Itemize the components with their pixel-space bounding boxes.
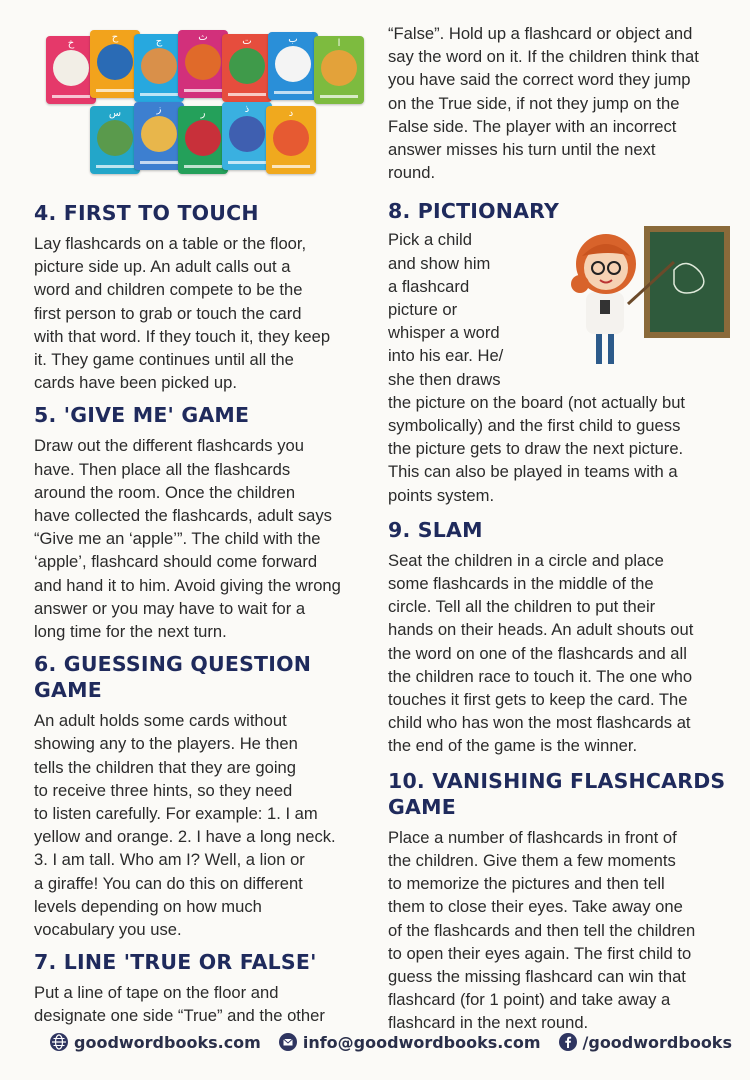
text-line: the picture gets to draw the next picture. — [388, 439, 684, 459]
flashcard-letter: ا — [337, 38, 341, 49]
flashcard-label — [320, 95, 358, 98]
flashcard-picture — [53, 50, 89, 86]
text-line: a flashcard — [388, 276, 470, 296]
footer-facebook[interactable] — [559, 1033, 732, 1052]
flashcard — [134, 102, 184, 170]
text-line: say the word on it. If the children think that — [388, 47, 699, 67]
text-line: the picture on the board (not actually but — [388, 392, 686, 412]
vanishing-text — [388, 826, 726, 1035]
text-line: hands on their heads. An adult shouts out — [388, 620, 694, 640]
footer-website[interactable] — [50, 1033, 261, 1052]
flashcard-picture — [321, 50, 357, 86]
globe-icon — [50, 1033, 68, 1051]
text-line: symbolically) and the first child to guess — [388, 416, 681, 436]
flashcard-letter: ذ — [244, 104, 250, 115]
text-line: Put a line of tape on the floor and — [34, 983, 279, 1003]
text-line: on the True side, if not they jump on the — [388, 93, 680, 113]
flashcard-letter: خ — [67, 38, 75, 49]
footer-email[interactable] — [279, 1033, 541, 1052]
flashcard — [90, 30, 140, 98]
pictionary-text — [388, 391, 726, 507]
text-line: 3. I am tall. Who am I? Well, a lion or — [34, 850, 305, 870]
text-line: some flashcards in the middle of the — [388, 574, 654, 594]
text-line: tells the children that they are going — [34, 757, 296, 777]
facebook-icon — [559, 1033, 577, 1051]
text-line: vocabulary you use. — [34, 920, 182, 940]
text-line: around the room. Once the children — [34, 482, 296, 502]
flashcard-label — [272, 165, 310, 168]
flashcard — [90, 106, 140, 174]
text-line: into his ear. He/ — [388, 346, 504, 366]
flashcard-label — [228, 161, 266, 164]
left-sections — [34, 200, 374, 1028]
text-line: flashcard in the next round. — [388, 1013, 589, 1033]
text-line: the end of the game is the winner. — [388, 736, 638, 756]
section-body — [34, 232, 374, 394]
text-line: the children. Give them a few moments — [388, 850, 676, 870]
text-line: the children race to touch it. The one who — [388, 666, 693, 686]
text-line: have. Then place all the flashcards — [34, 459, 291, 479]
text-line: and show him — [388, 253, 491, 273]
flashcard-picture — [185, 44, 221, 80]
text-line: touches it first gets to keep the card. The — [388, 690, 688, 710]
section-heading: 4. FIRST TO TOUCH — [34, 201, 259, 225]
section-heading: 7. LINE 'TRUE OR FALSE' — [34, 950, 317, 975]
text-line: she then draws — [388, 369, 501, 389]
flashcard-label — [96, 89, 134, 92]
text-line: circle. Tell all the children to put their — [388, 597, 656, 617]
flashcard-label — [52, 95, 90, 98]
facebook-text: /goodwordbooks — [582, 1032, 732, 1052]
text-line: to open their eyes again. The first child to — [388, 943, 692, 963]
text-line: levels depending on how much — [34, 896, 262, 916]
section-heading: 9. SLAM — [388, 517, 483, 542]
flashcard-picture — [97, 120, 133, 156]
text-line: showing any to the players. He then — [34, 734, 298, 754]
text-line: Lay flashcards on a table or the floor, — [34, 234, 307, 253]
flashcard-letter: ز — [156, 104, 162, 115]
flashcard-picture — [141, 48, 177, 84]
flashcard-picture — [97, 44, 133, 80]
flashcard-letter: ح — [111, 32, 119, 43]
flashcard-label — [140, 161, 178, 164]
text-line: them to close their eyes. Take away one — [388, 897, 683, 917]
flashcard-letter: ت — [242, 36, 252, 47]
flashcards-image — [38, 22, 374, 172]
text-line: This can also be played in teams with a — [388, 462, 678, 482]
text-line: picture side up. An adult calls out a — [34, 257, 291, 277]
text-line: the word on one of the flashcards and all — [388, 643, 687, 663]
flashcard-label — [184, 165, 222, 168]
flashcard — [268, 32, 318, 100]
section-body — [34, 981, 374, 1027]
text-line: guess the missing flashcard can win that — [388, 966, 686, 986]
flashcard-picture — [229, 116, 265, 152]
flashcard-picture — [141, 116, 177, 152]
flashcard — [178, 30, 228, 98]
text-line: and hand it to him. Avoid giving the wrong — [34, 575, 341, 595]
text-line: ‘apple’, flashcard should come forward — [34, 552, 318, 572]
flashcard — [178, 106, 228, 174]
footer — [50, 1028, 730, 1056]
text-line: Draw out the different flashcards you — [34, 436, 304, 456]
text-line: to memorize the pictures and then tell — [388, 874, 665, 894]
email-icon — [279, 1033, 297, 1051]
text-line: yellow and orange. 2. I have a long neck. — [34, 827, 336, 847]
text-line: long time for the next turn. — [34, 622, 227, 642]
text-line: designate one side “True” and the other — [34, 1006, 325, 1026]
text-line: Seat the children in a circle and place — [388, 550, 664, 570]
left-column — [34, 22, 374, 1028]
text-line: have collected the flashcards, adult says — [34, 506, 332, 526]
text-line: answer misses his turn until the next — [388, 140, 656, 160]
flashcard — [266, 106, 316, 174]
text-line: to listen carefully. For example: 1. I am — [34, 804, 318, 824]
flashcard-letter: ث — [198, 32, 208, 43]
slam-text — [388, 549, 726, 758]
flashcard-label — [228, 93, 266, 96]
flashcard — [222, 102, 272, 170]
flashcard-picture — [273, 120, 309, 156]
right-column — [388, 22, 726, 1035]
section-heading: 6. GUESSING QUESTION GAME — [34, 652, 312, 703]
flashcard-picture — [275, 46, 311, 82]
flashcard-letter: ج — [155, 36, 163, 47]
flashcard-letter: ر — [200, 108, 206, 119]
flashcard — [46, 36, 96, 104]
pictionary-body — [388, 228, 726, 506]
text-line: you have said the correct word they jump — [388, 70, 691, 90]
flashcard-letter: د — [288, 108, 294, 119]
text-line: first person to grab or touch the card — [34, 303, 302, 323]
flashcard-letter: س — [108, 108, 122, 119]
text-line: child who has won the most flashcards at — [388, 713, 691, 733]
text-line: of the flashcards and then tell the children — [388, 920, 696, 940]
section-7-continued — [388, 22, 726, 184]
text-line: a giraffe! You can do this on different — [34, 873, 303, 893]
flashcard — [222, 34, 272, 102]
section-heading: 10. VANISHING FLASHCARDS GAME — [388, 768, 726, 819]
flashcard — [134, 34, 184, 102]
text-line: Place a number of flashcards in front of — [388, 827, 677, 847]
text-line: cards have been picked up. — [34, 373, 237, 393]
flashcard-label — [96, 165, 134, 168]
text-line: points system. — [388, 485, 495, 505]
text-line: with that word. If they touch it, they keep — [34, 326, 331, 346]
flashcard-letter: ب — [288, 34, 298, 45]
flashcard-picture — [185, 120, 221, 156]
text-line: “Give me an ‘apple’”. The child with the — [34, 529, 321, 549]
text-line: round. — [388, 163, 436, 183]
text-line: to receive three hints, so they need — [34, 780, 293, 800]
text-line: False side. The player with an incorrect — [388, 116, 677, 136]
text-line: whisper a word — [388, 323, 500, 343]
flashcard-label — [184, 89, 222, 92]
text-line: Pick a child — [388, 230, 472, 250]
flashcard-label — [140, 93, 178, 96]
flashcard-picture — [229, 48, 265, 84]
text-line: flashcard (for 1 point) and take away a — [388, 990, 671, 1010]
text-line: “False”. Hold up a flashcard or object and — [388, 24, 693, 43]
text-line: picture or — [388, 300, 458, 320]
website-text: goodwordbooks.com — [74, 1032, 261, 1052]
flashcard-label — [274, 91, 312, 94]
teacher-illustration — [544, 222, 734, 372]
text-line: it. They game continues until all the — [34, 350, 294, 370]
section-heading: 5. 'GIVE ME' GAME — [34, 403, 250, 428]
text-line: An adult holds some cards without — [34, 711, 287, 731]
text-line: word and children compete to be the — [34, 280, 303, 300]
section-heading: 8. PICTIONARY — [388, 199, 560, 224]
section-body — [34, 709, 374, 941]
text-line: answer or you may have to wait for a — [34, 598, 306, 618]
email-text: info@goodwordbooks.com — [302, 1032, 541, 1052]
section-body — [34, 434, 374, 643]
flashcard — [314, 36, 364, 104]
